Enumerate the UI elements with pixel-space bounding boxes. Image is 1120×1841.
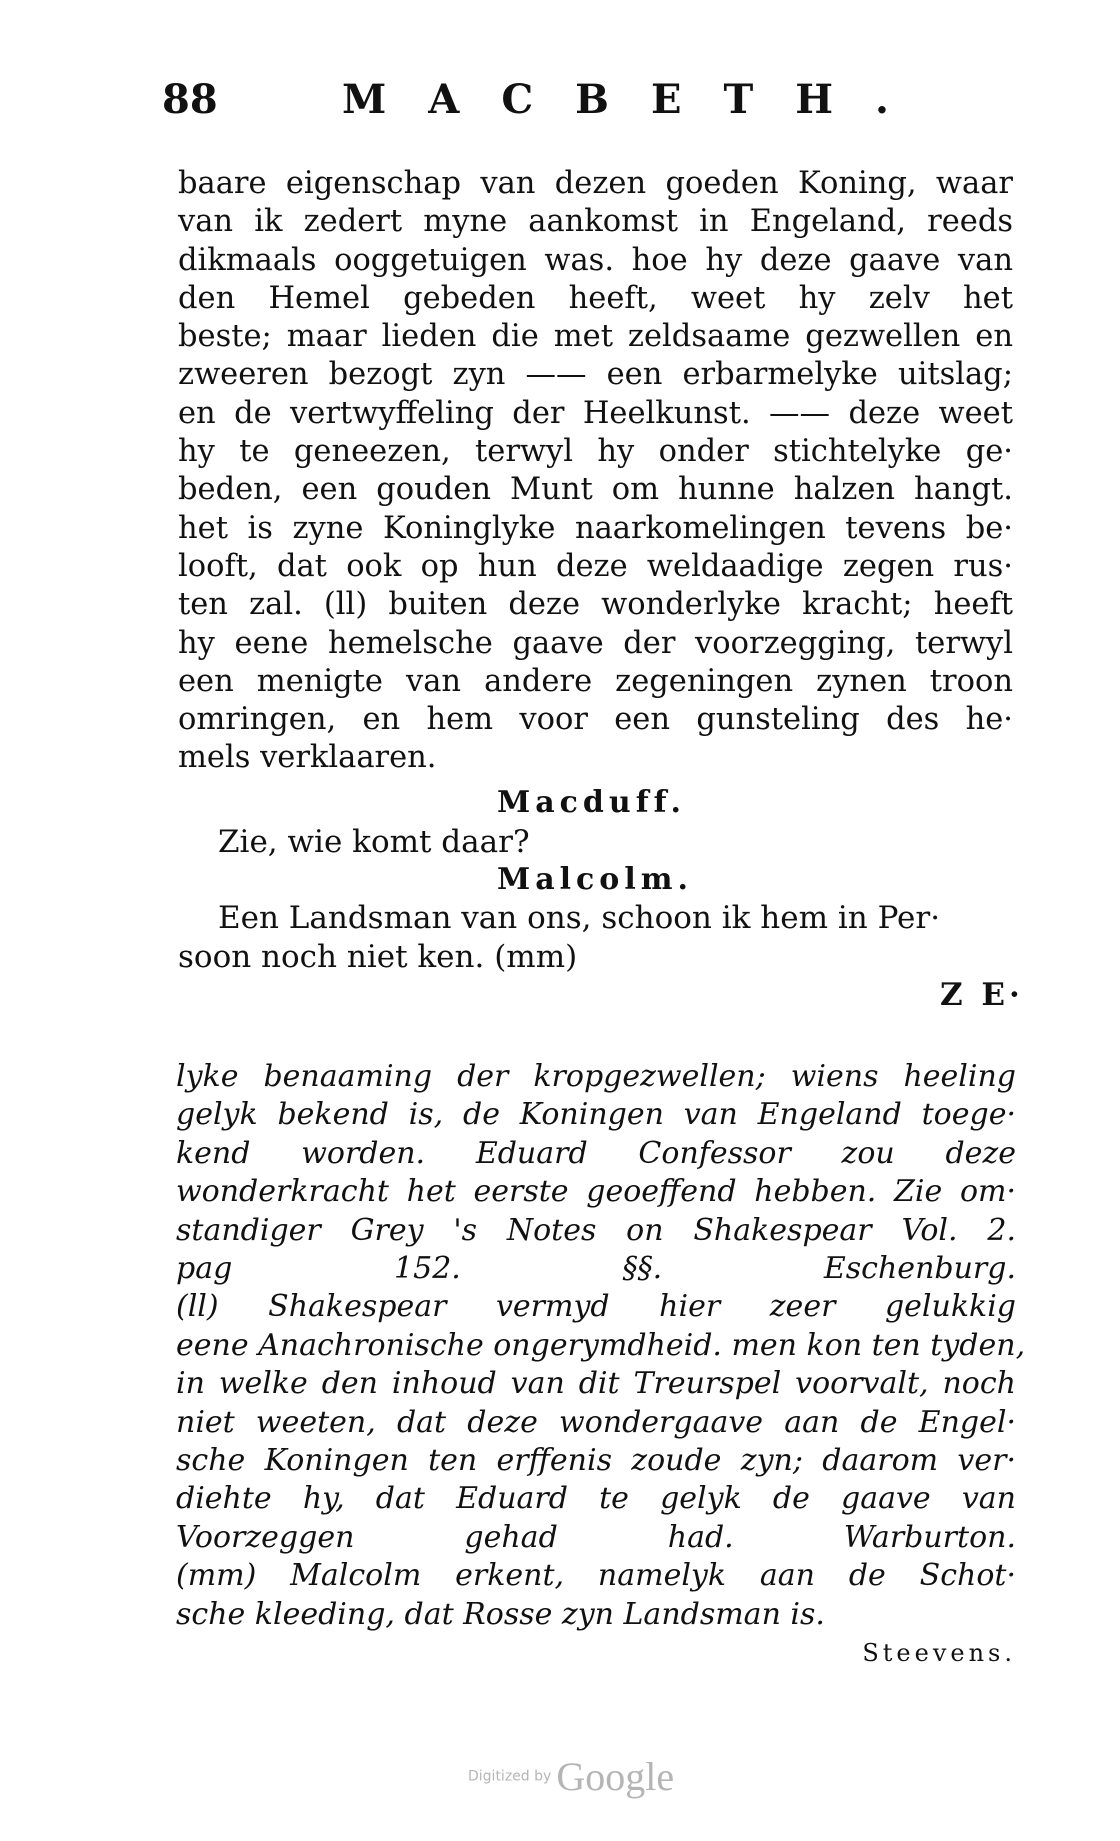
footnote-line: in welke den inhoud van dit Treurspel voorvalt, noch bbox=[176, 1366, 1016, 1402]
text-line: looft, dat ook op hun deze weldaadige zegen rus· bbox=[178, 548, 1013, 584]
footnote-line: diehte hy, dat Eduard te gelyk de gaave van bbox=[176, 1481, 1016, 1517]
text-line: van ik zedert myne aankomst in Engeland, reeds bbox=[178, 204, 1013, 240]
footnote-line: niet weeten, dat deze wondergaave aan de Engel· bbox=[176, 1404, 1016, 1440]
watermark-prefix: Digitized by bbox=[468, 1768, 552, 1785]
text-line: hy eene hemelsche gaave der voorzegging, terwyl bbox=[178, 625, 1013, 661]
footnote-line: eene Anachronische ongerymdheid. men kon ten tyden, bbox=[176, 1327, 1026, 1363]
footnote-line: standiger Grey 's Notes on Shakespear Vol. 2. bbox=[176, 1212, 1016, 1248]
text-line: ten zal. (ll) buiten deze wonderlyke kracht; heeft bbox=[178, 587, 1013, 623]
text-line: beden, een gouden Munt om hunne halzen hangt. bbox=[178, 472, 1013, 508]
footnote-signature: Steevens. bbox=[862, 1639, 1016, 1668]
google-logo: Google bbox=[556, 1754, 675, 1799]
text-line: beste; maar lieden die met zeldsaame gezwellen en bbox=[178, 319, 1013, 355]
footnote-line: sche Koningen ten erffenis zoude zyn; daarom ver· bbox=[176, 1443, 1016, 1479]
speaker-name: Malcolm. bbox=[497, 862, 693, 897]
footnote-line: Voorzeggen gehad had. Warburton. bbox=[176, 1519, 1016, 1555]
text-line: een menigte van andere zegeningen zynen troon bbox=[178, 663, 1013, 699]
footnote-line: sche kleeding, dat Rosse zyn Landsman is. bbox=[176, 1596, 825, 1632]
footnote-line: gelyk bekend is, de Koningen van Engeland toege· bbox=[176, 1097, 1016, 1133]
footnote-line: (mm) Malcolm erkent, namelyk aan de Schot· bbox=[176, 1558, 1016, 1594]
text-line: den Hemel gebeden heeft, weet hy zelv het bbox=[178, 280, 1013, 316]
footnote-line: pag 152. §§. Eschenburg. bbox=[176, 1251, 1016, 1287]
running-title: MACBETH. bbox=[342, 76, 931, 123]
speech-line: soon noch niet ken. (mm) bbox=[178, 939, 578, 975]
text-line: dikmaals ooggetuigen was. hoe hy deze gaave van bbox=[178, 242, 1013, 278]
footnote-line: wonderkracht het eerste geoeffend hebben. Zie om· bbox=[176, 1174, 1016, 1210]
text-line: hy te geneezen, terwyl hy onder stichtelyke ge· bbox=[178, 434, 1013, 470]
footnote-line: (ll) Shakespear vermyd hier zeer gelukkig bbox=[176, 1289, 1016, 1325]
text-line: omringen, en hem voor een gunsteling des he· bbox=[178, 702, 1013, 738]
speech-line: Zie, wie komt daar? bbox=[218, 824, 530, 860]
catchword: Z E· bbox=[940, 977, 1024, 1013]
main-text bbox=[178, 165, 1013, 778]
text-line: en de vertwyffeling der Heelkunst. —— deze weet bbox=[178, 395, 1013, 431]
page-header bbox=[162, 76, 962, 136]
page-number: 88 bbox=[162, 76, 218, 123]
footnotes bbox=[176, 1058, 1026, 1673]
speaker-name: Macduff. bbox=[497, 785, 686, 820]
digitized-by-google-watermark bbox=[468, 1753, 674, 1800]
text-line: zweeren bezogt zyn —— een erbarmelyke uitslag; bbox=[178, 357, 1013, 393]
footnote-line: kend worden. Eduard Confessor zou deze bbox=[176, 1135, 1016, 1171]
footnote-line: lyke benaaming der kropgezwellen; wiens heeling bbox=[176, 1059, 1016, 1094]
text-line: het is zyne Koninglyke naarkomelingen tevens be· bbox=[178, 510, 1013, 546]
text-line: mels verklaaren. bbox=[178, 740, 437, 776]
speech-line: Een Landsman van ons, schoon ik hem in Per· bbox=[218, 900, 941, 936]
text-line: baare eigenschap van dezen goeden Koning, waar bbox=[178, 166, 1013, 201]
